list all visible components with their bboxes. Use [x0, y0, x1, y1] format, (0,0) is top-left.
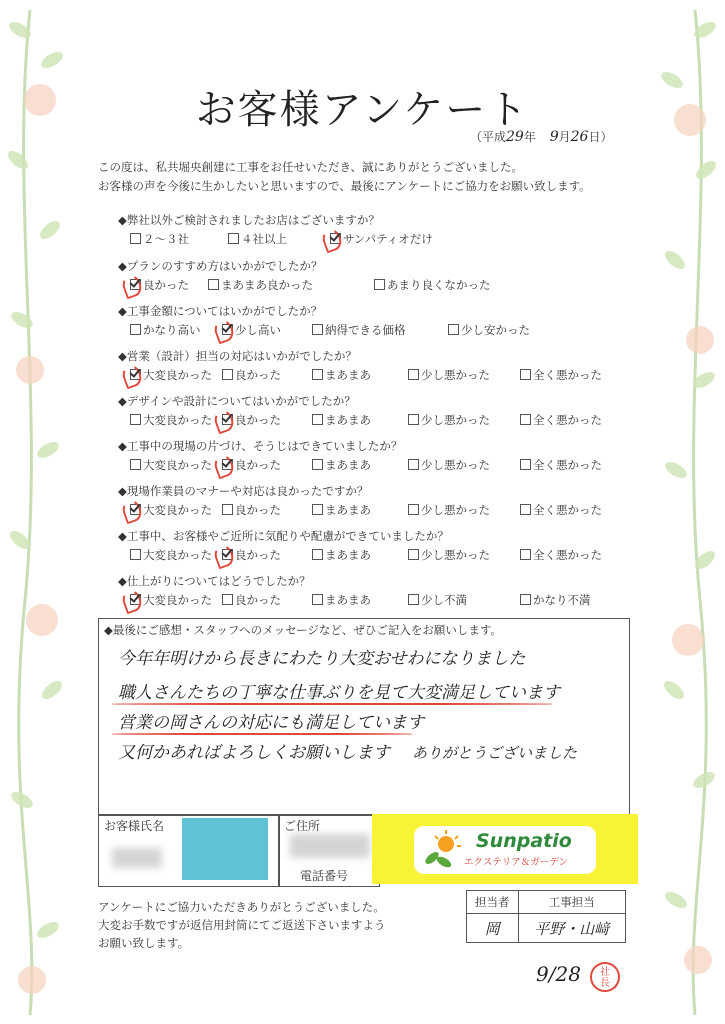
red-circle-mark	[320, 227, 344, 254]
message-heading: ◆最後にご感想・スタッフへのメッセージなど、ぜひご記入をお願いします。	[104, 623, 502, 637]
option-label: ４社以上	[241, 232, 287, 246]
option-label: 少し悪かった	[421, 368, 490, 382]
customer-address-label: ご住所	[284, 819, 321, 833]
option-label: 少し悪かった	[421, 503, 490, 517]
option-checkbox[interactable]	[130, 231, 189, 247]
question-text: ◆プランのすすめ方はいかがでしたか？	[118, 259, 323, 273]
redacted-name	[112, 848, 162, 868]
option-label: 納得できる価格	[325, 323, 406, 337]
option-label: まあまあ	[325, 458, 371, 472]
checkbox-icon[interactable]	[130, 414, 141, 425]
checkbox-icon[interactable]	[374, 279, 385, 290]
brand-name: Sunpatio	[476, 830, 572, 852]
checkbox-icon[interactable]	[408, 414, 419, 425]
checked-box-icon[interactable]	[130, 279, 141, 290]
option-label: 大変良かった	[143, 548, 212, 562]
question-text: ◆仕上がりについてはどうでしたか？	[118, 574, 311, 588]
option-label: 大変良かった	[143, 503, 212, 517]
checkbox-icon[interactable]	[520, 414, 531, 425]
checkbox-icon[interactable]	[520, 549, 531, 560]
question-text: ◆デザインや設計についてはいかがでしたか？	[118, 394, 356, 408]
option-checkbox[interactable]	[130, 277, 189, 293]
redacted-address	[290, 834, 370, 858]
checkbox-icon[interactable]	[408, 369, 419, 380]
option-checkbox[interactable]	[222, 367, 281, 383]
question-8	[118, 528, 602, 566]
checkbox-icon[interactable]	[130, 459, 141, 470]
option-label: かなり高い	[143, 323, 201, 337]
question-5	[118, 393, 602, 431]
option-checkbox[interactable]	[520, 457, 602, 473]
option-checkbox[interactable]	[312, 412, 371, 428]
option-label: ２～３社	[143, 232, 189, 246]
option-checkbox[interactable]	[330, 231, 433, 247]
president-seal: 社 長	[590, 962, 620, 992]
checkbox-icon[interactable]	[520, 504, 531, 515]
option-label: 良かった	[235, 593, 281, 607]
option-label: 全く悪かった	[533, 503, 602, 517]
checkbox-icon[interactable]	[408, 459, 419, 470]
red-underline	[112, 703, 552, 705]
red-circle-mark	[120, 588, 144, 615]
checked-box-icon[interactable]	[130, 504, 141, 515]
question-7	[118, 483, 602, 521]
checked-box-icon[interactable]	[330, 233, 341, 244]
option-label: 大変良かった	[143, 458, 212, 472]
checkbox-icon[interactable]	[312, 324, 323, 335]
page-title: お客様アンケート	[195, 87, 530, 133]
message-line-4: 又何かあればよろしくお願いします	[118, 743, 390, 763]
question-2	[118, 258, 491, 296]
checkbox-icon[interactable]	[520, 594, 531, 605]
question-text: ◆工事金額についてはいかがでしたか？	[118, 304, 323, 318]
option-checkbox[interactable]	[520, 592, 591, 608]
red-underline	[112, 733, 412, 735]
checkbox-icon[interactable]	[228, 233, 239, 244]
option-label: 少し不満	[421, 593, 467, 607]
question-text: ◆営業（設計）担当の対応はいかがでしたか？	[118, 349, 357, 363]
checked-box-icon[interactable]	[222, 459, 233, 470]
option-label: 大変良かった	[143, 413, 212, 427]
checkbox-icon[interactable]	[312, 369, 323, 380]
option-label: 全く悪かった	[533, 548, 602, 562]
option-label: まあまあ良かった	[221, 278, 313, 292]
message-line-2: 職人さんたちの丁寧な仕事ぶりを見て大変満足しています	[118, 683, 560, 703]
question-6	[118, 438, 602, 476]
checkbox-icon[interactable]	[312, 594, 323, 605]
checkbox-icon[interactable]	[312, 549, 323, 560]
checkbox-icon[interactable]	[222, 369, 233, 380]
option-label: 全く悪かった	[533, 458, 602, 472]
intro-text: この度は、私共堀央創建に工事をお任せいただき、誠にありがとうございました。 お客様の声を今後に生かしたいと思いますので、最後にアンケートにご協力をお願い致します。	[98, 160, 591, 193]
option-label: 少し安かった	[461, 323, 530, 337]
option-checkbox[interactable]	[130, 367, 212, 383]
option-label: まあまあ	[325, 548, 371, 562]
option-checkbox[interactable]	[520, 547, 602, 563]
checkbox-icon[interactable]	[130, 233, 141, 244]
option-checkbox[interactable]	[130, 592, 212, 608]
sunpatio-logo	[372, 814, 638, 884]
option-checkbox[interactable]	[312, 592, 371, 608]
question-text: ◆弊社以外ご検討されましたお店はございますか？	[118, 213, 380, 227]
question-1	[118, 212, 433, 250]
red-circle-mark	[120, 363, 144, 390]
option-checkbox[interactable]	[312, 547, 371, 563]
option-checkbox[interactable]	[228, 231, 287, 247]
checkbox-icon[interactable]	[130, 549, 141, 560]
option-checkbox[interactable]	[222, 592, 281, 608]
option-checkbox[interactable]	[222, 547, 281, 563]
option-label: まあまあ	[325, 413, 371, 427]
option-checkbox[interactable]	[130, 457, 212, 473]
checkbox-icon[interactable]	[520, 369, 531, 380]
option-checkbox[interactable]	[312, 367, 371, 383]
checkbox-icon[interactable]	[312, 414, 323, 425]
question-9	[118, 573, 591, 611]
option-label: 少し高い	[235, 323, 281, 337]
option-checkbox[interactable]	[222, 322, 281, 338]
option-label: 良かった	[235, 548, 281, 562]
question-3	[118, 303, 530, 341]
question-text: ◆工事中、お客様やご近所に気配りや配慮ができていましたか？	[118, 529, 449, 543]
option-label: 良かった	[235, 458, 281, 472]
option-checkbox[interactable]	[130, 412, 212, 428]
option-label: 大変良かった	[143, 368, 212, 382]
option-checkbox[interactable]	[520, 412, 602, 428]
option-label: かなり不満	[533, 593, 591, 607]
option-label: 良かった	[235, 413, 281, 427]
construction-staff-name: 平野・山﨑	[518, 914, 625, 943]
option-label: 全く悪かった	[533, 413, 602, 427]
red-circle-mark	[212, 318, 236, 345]
survey-date: （平成29年 9月26日）	[470, 129, 613, 145]
option-label: 良かった	[235, 368, 281, 382]
message-line-1: 今年年明けから長きにわたり大変おせわになりました	[118, 649, 526, 669]
checkbox-icon[interactable]	[208, 279, 219, 290]
option-checkbox[interactable]	[312, 322, 406, 338]
construction-header: 工事担当	[518, 891, 625, 914]
option-checkbox[interactable]	[520, 502, 602, 518]
option-label: サンパティオだけ	[343, 232, 433, 246]
option-checkbox[interactable]	[130, 322, 201, 338]
option-label: まあまあ	[325, 368, 371, 382]
option-label: 全く悪かった	[533, 368, 602, 382]
checkbox-icon[interactable]	[222, 504, 233, 515]
message-closing: ありがとうございました	[412, 744, 578, 762]
option-checkbox[interactable]	[408, 547, 490, 563]
checked-box-icon[interactable]	[130, 369, 141, 380]
staff-name: 岡	[467, 914, 519, 943]
checked-box-icon[interactable]	[222, 324, 233, 335]
brand-subtitle: エクステリア＆ガーデン	[464, 857, 569, 868]
received-date: 9/28	[536, 962, 581, 986]
option-checkbox[interactable]	[374, 277, 491, 293]
redaction-block	[182, 818, 268, 880]
option-checkbox[interactable]	[408, 592, 467, 608]
option-label: あまり良くなかった	[387, 278, 491, 292]
option-label: 良かった	[143, 278, 189, 292]
option-label: 良かった	[235, 503, 281, 517]
staff-table	[466, 890, 626, 943]
option-checkbox[interactable]	[408, 457, 490, 473]
checkbox-icon[interactable]	[448, 324, 459, 335]
option-checkbox[interactable]	[312, 457, 371, 473]
staff-header: 担当者	[467, 891, 519, 914]
checkbox-icon[interactable]	[312, 504, 323, 515]
option-checkbox[interactable]	[448, 322, 530, 338]
option-checkbox[interactable]	[222, 412, 281, 428]
option-checkbox[interactable]	[312, 502, 371, 518]
footer-text: アンケートにご協力いただきありがとうございました。 大変お手数ですが返信用封筒にてご返送下さいますよう お願い致します。	[98, 900, 386, 950]
red-circle-mark	[212, 543, 236, 570]
checked-box-icon[interactable]	[222, 549, 233, 560]
checkbox-icon[interactable]	[222, 594, 233, 605]
option-label: 少し悪かった	[421, 458, 490, 472]
question-text: ◆工事中の現場の片づけ、そうじはできていましたか？	[118, 439, 403, 453]
option-checkbox[interactable]	[130, 502, 212, 518]
checked-box-icon[interactable]	[130, 594, 141, 605]
option-label: 少し悪かった	[421, 413, 490, 427]
checkbox-icon[interactable]	[312, 459, 323, 470]
option-label: 大変良かった	[143, 593, 212, 607]
option-checkbox[interactable]	[130, 547, 212, 563]
checked-box-icon[interactable]	[222, 414, 233, 425]
option-checkbox[interactable]	[520, 367, 602, 383]
option-checkbox[interactable]	[208, 277, 313, 293]
option-label: 少し悪かった	[421, 548, 490, 562]
option-checkbox[interactable]	[408, 412, 490, 428]
red-circle-mark	[120, 498, 144, 525]
checkbox-icon[interactable]	[408, 549, 419, 560]
question-text: ◆現場作業員のマナーや対応は良かったですか？	[118, 484, 369, 498]
sun-leaf-icon	[418, 828, 466, 872]
red-circle-mark	[212, 408, 236, 435]
option-label: まあまあ	[325, 503, 371, 517]
checkbox-icon[interactable]	[520, 459, 531, 470]
option-label: まあまあ	[325, 593, 371, 607]
question-4	[118, 348, 602, 386]
checkbox-icon[interactable]	[130, 324, 141, 335]
checkbox-icon[interactable]	[408, 594, 419, 605]
red-circle-mark	[212, 453, 236, 480]
option-checkbox[interactable]	[408, 502, 490, 518]
message-line-3: 営業の岡さんの対応にも満足しています	[118, 713, 424, 733]
option-checkbox[interactable]	[222, 502, 281, 518]
phone-label: 電話番号	[300, 869, 349, 883]
option-checkbox[interactable]	[408, 367, 490, 383]
checkbox-icon[interactable]	[408, 504, 419, 515]
red-circle-mark	[120, 273, 144, 300]
option-checkbox[interactable]	[222, 457, 281, 473]
customer-name-label: お客様氏名	[104, 819, 165, 833]
